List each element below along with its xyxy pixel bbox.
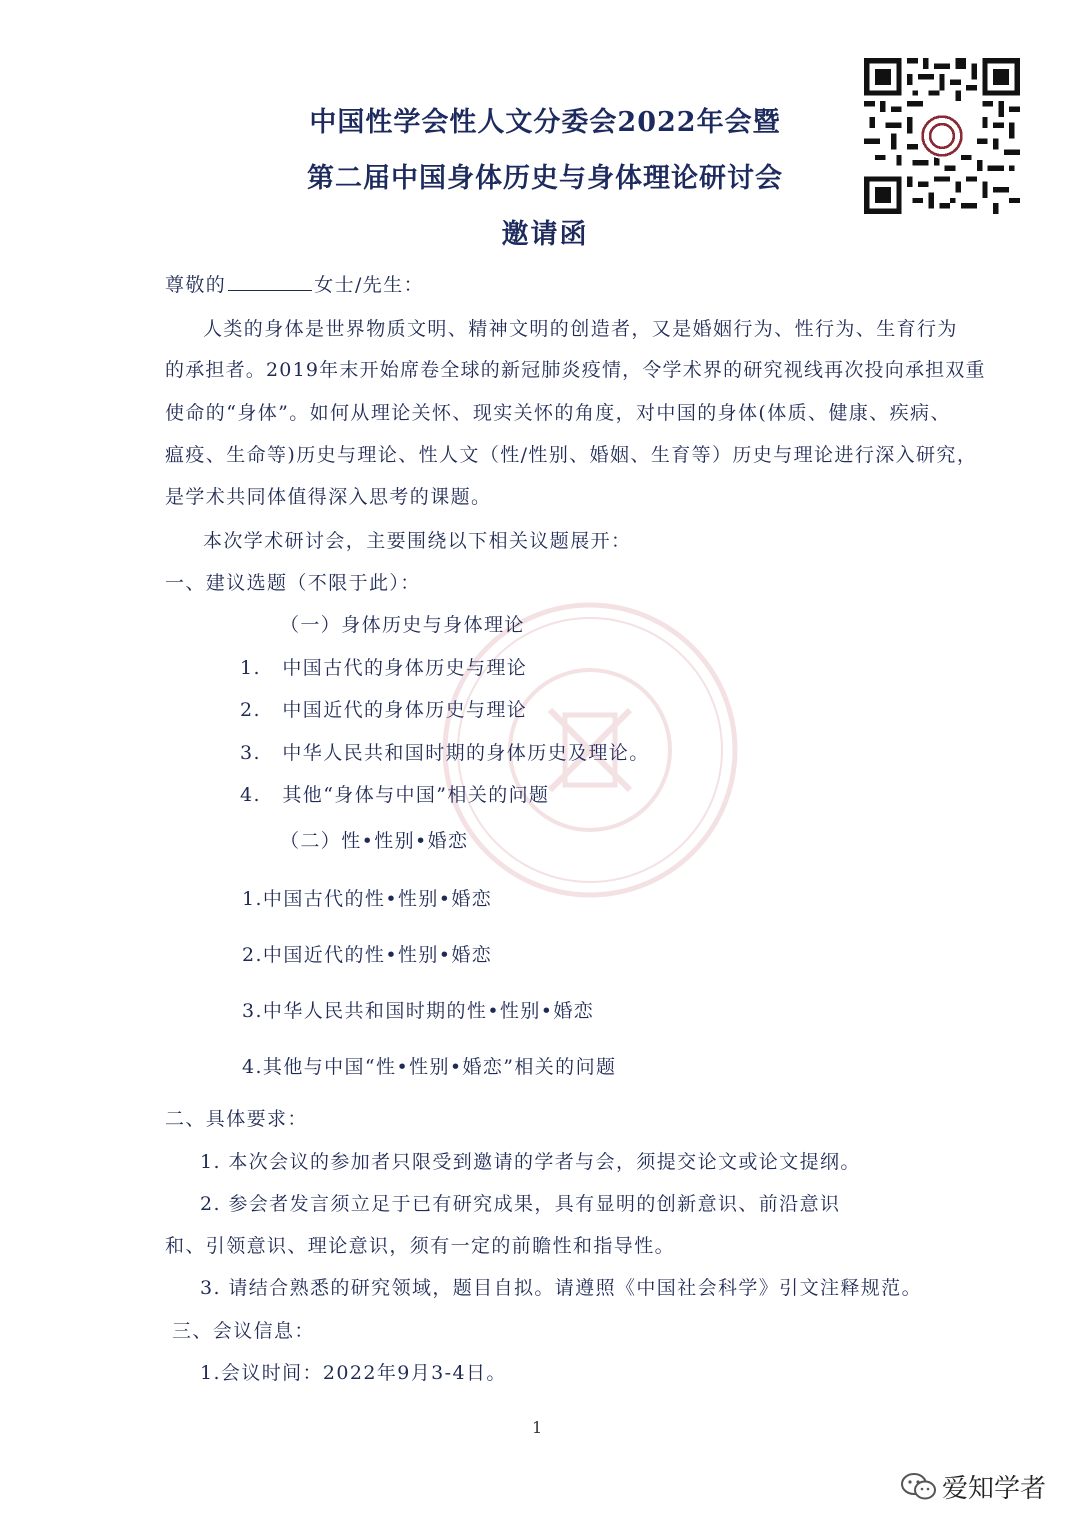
salutation	[165, 270, 424, 297]
requirement-line: 2. 参会者发言须立足于已有研究成果，具有显明的创新意识、前沿意识	[200, 1193, 841, 1215]
list-item: 1.中国古代的性•性别•婚恋	[242, 888, 493, 910]
list-item-number: 1.	[240, 657, 261, 679]
section-2-heading: 二、具体要求：	[165, 1108, 308, 1130]
intro-line: 是学术共同体值得深入思考的课题。	[165, 486, 492, 508]
intro-line: 瘟疫、生命等)历史与理论、性人文（性/性别、婚姻、生育等）历史与理论进行深入研究，	[165, 444, 978, 466]
group-1-heading: （一）身体历史与身体理论	[280, 614, 525, 636]
intro-line: 人类的身体是世界物质文明、精神文明的创造者，又是婚姻行为、性行为、生育行为	[203, 318, 958, 340]
list-item-text: 中国近代的身体历史与理论	[282, 699, 528, 721]
list-item-text: 其他“身体与中国”相关的问题	[282, 784, 550, 806]
section-3-heading: 三、会议信息：	[172, 1320, 315, 1342]
list-item: 2.中国近代的性•性别•婚恋	[242, 944, 493, 966]
list-item-text: 中华人民共和国时期的身体历史及理论。	[282, 742, 650, 764]
salutation-suffix: 女士/先生：	[314, 274, 425, 296]
list-item	[240, 738, 650, 765]
name-blank	[228, 274, 312, 291]
title-line-1: 中国性学会性人文分委会2022年会暨	[309, 107, 781, 138]
requirement-line: 和、引领意识、理论意识，须有一定的前瞻性和指导性。	[165, 1235, 676, 1257]
section-1-heading: 一、建议选题（不限于此）：	[165, 572, 421, 594]
group-2-heading: （二）性•性别•婚恋	[280, 830, 469, 852]
intro-line: 使命的“身体”。如何从理论关怀、现实关怀的角度，对中国的身体(体质、健康、疾病、	[165, 402, 951, 424]
page-number: 1	[532, 1418, 543, 1437]
salutation-prefix: 尊敬的	[165, 274, 227, 296]
list-item: 4.其他与中国“性•性别•婚恋”相关的问题	[242, 1056, 617, 1078]
footer-brand: 爱知学者	[942, 1474, 1047, 1504]
list-item	[240, 695, 527, 722]
title-line-2: 第二届中国身体历史与身体理论研讨会	[307, 163, 783, 194]
requirement-line: 3. 请结合熟悉的研究领域，题目自拟。请遵照《中国社会科学》引文注释规范。	[200, 1277, 922, 1299]
list-item-text: 中国古代的身体历史与理论	[282, 657, 528, 679]
intro-line: 的承担者。2019年末开始席卷全球的新冠肺炎疫情，令学术界的研究视线再次投向承担双重	[165, 359, 986, 381]
list-item-number: 4.	[240, 784, 261, 806]
list-item-number: 3.	[240, 742, 261, 764]
list-item-number: 2.	[240, 699, 261, 721]
list-item	[240, 780, 549, 807]
title-line-3: 邀请函	[501, 219, 589, 250]
requirement-line: 1. 本次会议的参加者只限受到邀请的学者与会，须提交论文或论文提纲。	[200, 1151, 861, 1173]
list-item	[240, 653, 527, 680]
list-item: 3.中华人民共和国时期的性•性别•婚恋	[242, 1000, 595, 1022]
topics-intro: 本次学术研讨会，主要围绕以下相关议题展开：	[203, 530, 632, 552]
wechat-icon	[900, 1472, 938, 1502]
meeting-time: 1.会议时间：2022年9月3-4日。	[200, 1362, 507, 1384]
